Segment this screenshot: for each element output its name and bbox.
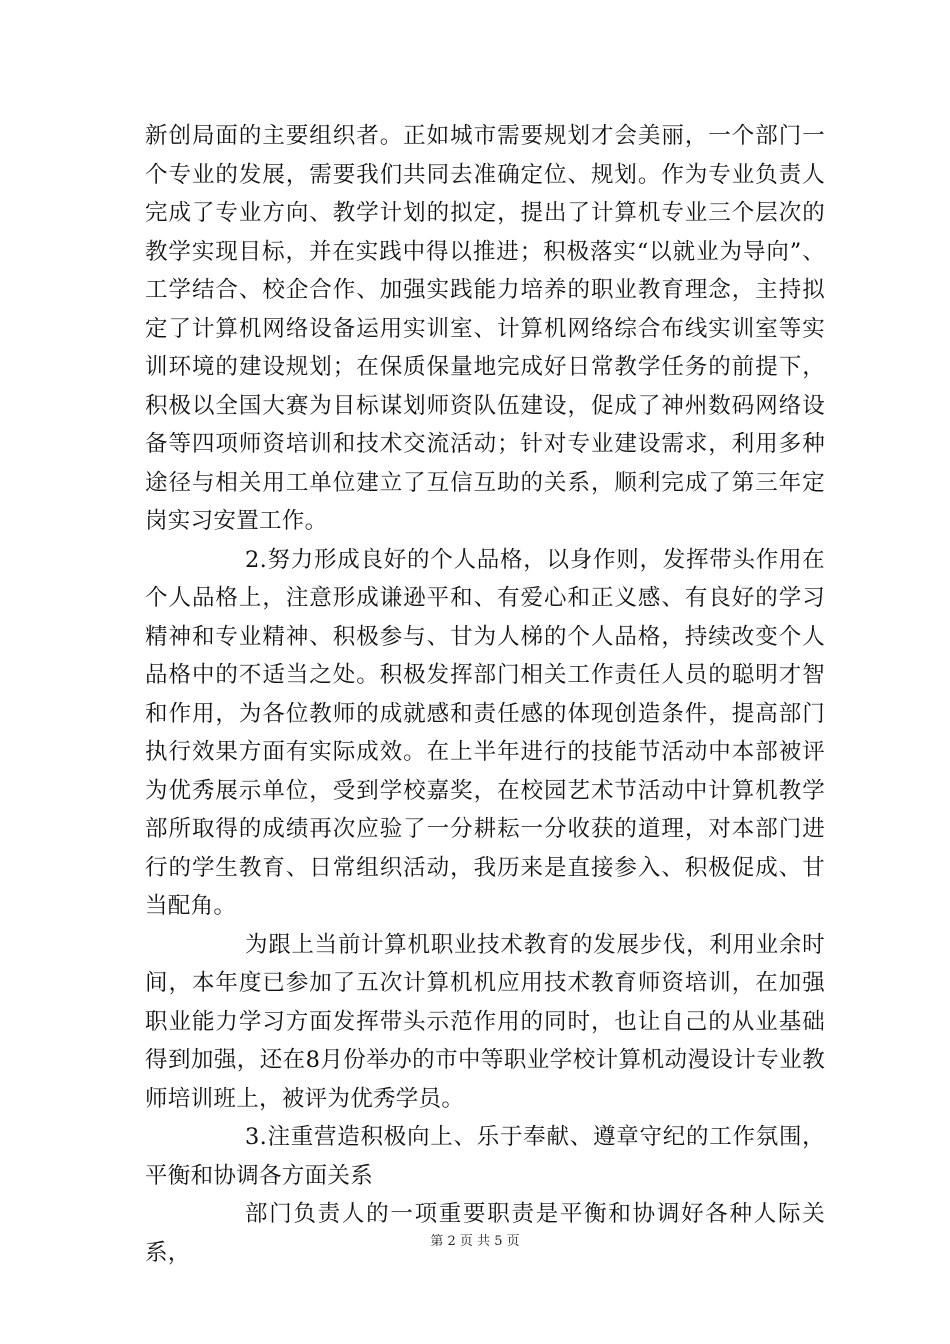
paragraph-training: 为跟上当前计算机职业技术教育的发展步伐，利用业余时间，本年度已参加了五次计算机机应用技术教育师资培训，在加强职业能力学习方面发挥带头示范作用的同时，也让自己的从业基础得到加强，还在8月份举办的市中等职业学校计算机动漫设计专业教师培训班上，被评为优秀学员。 xyxy=(145,931,825,1112)
paragraph-planning: 新创局面的主要组织者。正如城市需要规划才会美丽，一个部门一个专业的发展，需要我们共同去准确定位、规划。作为专业负责人完成了专业方向、教学计划的拟定，提出了计算机专业三个层次的教学实现目标，并在实践中得以推进；积极落实“以就业为导向”、工学结合、校企合作、加强实践能力培养的职业教育理念，主持拟定了计算机网络设备运用实训室、计算机网络综合布线实训室等实训环境的建设规划；在保质保量地完成好日常教学任务的前提下，积极以全国大赛为目标谋划师资队伍建设，促成了神州数码网络设备等四项师资培训和技术交流活动；针对专业建设需求，利用多种途径与相关用工单位建立了互信互助的关系，顺利完成了第三年定岗实习安置工作。 xyxy=(145,123,825,534)
page-number-footer: 第 2 页 共 5 页 xyxy=(430,1234,520,1249)
section-heading-work-atmosphere: 3.注重营造积极向上、乐于奉献、遵章守纪的工作氛围，平衡和协调各方面关系 xyxy=(145,1124,825,1189)
paragraph-coordination: 部门负责人的一项重要职责是平衡和协调好各种人际关系， xyxy=(145,1201,825,1266)
document-body xyxy=(145,117,825,1272)
paragraph-personal-character: 2.努力形成良好的个人品格，以身作则，发挥带头作用在个人品格上，注意形成谦逊平和、有爱心和正义感、有良好的学习精神和专业精神、积极参与、甘为人梯的个人品格，持续改变个人品格中的不适当之处。积极发挥部门相关工作责任人员的聪明才智和作用，为各位教师的成就感和责任感的体现创造条件，提高部门执行效果方面有实际成效。在上半年进行的技能节活动中本部被评为优秀展示单位，受到学校嘉奖，在校园艺术节活动中计算机教学部所取得的成绩再次应验了一分耕耘一分收获的道理，对本部门进行的学生教育、日常组织活动，我历来是直接参入、积极促成、甘当配角。 xyxy=(145,546,825,919)
